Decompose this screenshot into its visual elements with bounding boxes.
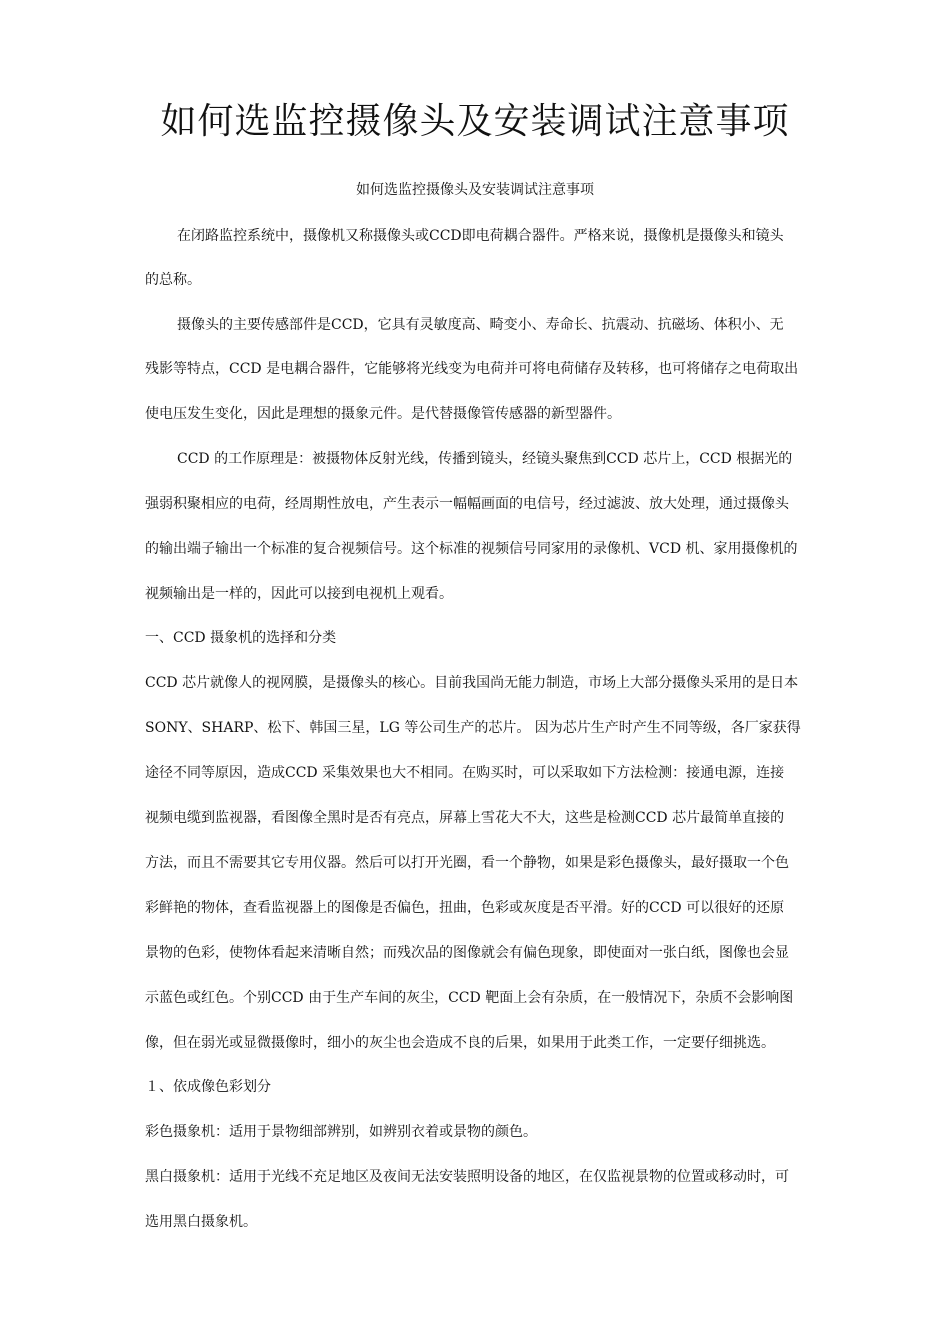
document-title: 如何选监控摄像头及安装调试注意事项 [160, 101, 790, 142]
paragraph-line: 的总称。 [145, 272, 201, 288]
paragraph-line: 彩色摄象机：适用于景物细部辨别，如辨别衣着或景物的颜色。 [145, 1124, 537, 1140]
paragraph-line: 摄像头的主要传感部件是CCD，它具有灵敏度高、畸变小、寿命长、抗震动、抗磁场、体积小、无 [177, 317, 784, 333]
paragraph-line: 强弱积聚相应的电荷，经周期性放电，产生表示一幅幅画面的电信号，经过滤波、放大处理，通过摄像头 [145, 496, 789, 512]
paragraph-line: 的输出端子输出一个标准的复合视频信号。这个标准的视频信号同家用的录像机、VCD 机、家用摄像机的 [145, 541, 798, 557]
paragraph-line: 彩鲜艳的物体，查看监视器上的图像是否偏色，扭曲，色彩或灰度是否平滑。好的CCD 可以很好的还原 [145, 900, 785, 916]
paragraph-line: 在闭路监控系统中，摄像机又称摄像头或CCD即电荷耦合器件。严格来说，摄像机是摄像头和镜头 [177, 228, 784, 244]
paragraph-line: CCD 芯片就像人的视网膜，是摄像头的核心。目前我国尚无能力制造，市场上大部分摄像头采用的是日本 [145, 675, 799, 691]
paragraph-line: 视频电缆到监视器，看图像全黑时是否有亮点，屏幕上雪花大不大，这些是检测CCD 芯片最简单直接的 [145, 810, 785, 826]
paragraph-line: 示蓝色或红色。个别CCD 由于生产车间的灰尘，CCD 靶面上会有杂质，在一般情况下，杂质不会影响图 [145, 990, 794, 1006]
paragraph-line: SONY、SHARP、松下、韩国三星，LG 等公司生产的芯片。 因为芯片生产时产生不同等级，各厂家获得 [145, 720, 801, 736]
section-heading: 一、CCD 摄象机的选择和分类 [145, 630, 337, 646]
subsection-heading: １、依成像色彩划分 [145, 1079, 271, 1095]
paragraph-line: 景物的色彩，使物体看起来清晰自然；而残次品的图像就会有偏色现象，即使面对一张白纸，图像也会显 [145, 945, 789, 961]
paragraph-line: 残影等特点，CCD 是电耦合器件，它能够将光线变为电荷并可将电荷储存及转移，也可将储存之电荷取出 [145, 361, 799, 377]
paragraph-line: 视频输出是一样的，因此可以接到电视机上观看。 [145, 586, 453, 602]
paragraph-line: CCD 的工作原理是：被摄物体反射光线，传播到镜头，经镜头聚焦到CCD 芯片上，CCD 根据光的 [177, 451, 793, 467]
paragraph-line: 黑白摄象机：适用于光线不充足地区及夜间无法安装照明设备的地区，在仅监视景物的位置或移动时，可 [145, 1169, 789, 1185]
paragraph-line: 像，但在弱光或显微摄像时，细小的灰尘也会造成不良的后果，如果用于此类工作，一定要仔细挑选。 [145, 1035, 775, 1051]
paragraph-line: 使电压发生变化，因此是理想的摄象元件。是代替摄像管传感器的新型器件。 [145, 406, 621, 422]
paragraph-line: 选用黑白摄象机。 [145, 1214, 257, 1230]
document-subtitle: 如何选监控摄像头及安装调试注意事项 [356, 182, 594, 198]
paragraph-line: 途径不同等原因，造成CCD 采集效果也大不相同。在购买时，可以采取如下方法检测：接通电源，连接 [145, 765, 785, 781]
paragraph-line: 方法，而且不需要其它专用仪器。然后可以打开光圈，看一个静物，如果是彩色摄像头，最好摄取一个色 [145, 855, 789, 871]
